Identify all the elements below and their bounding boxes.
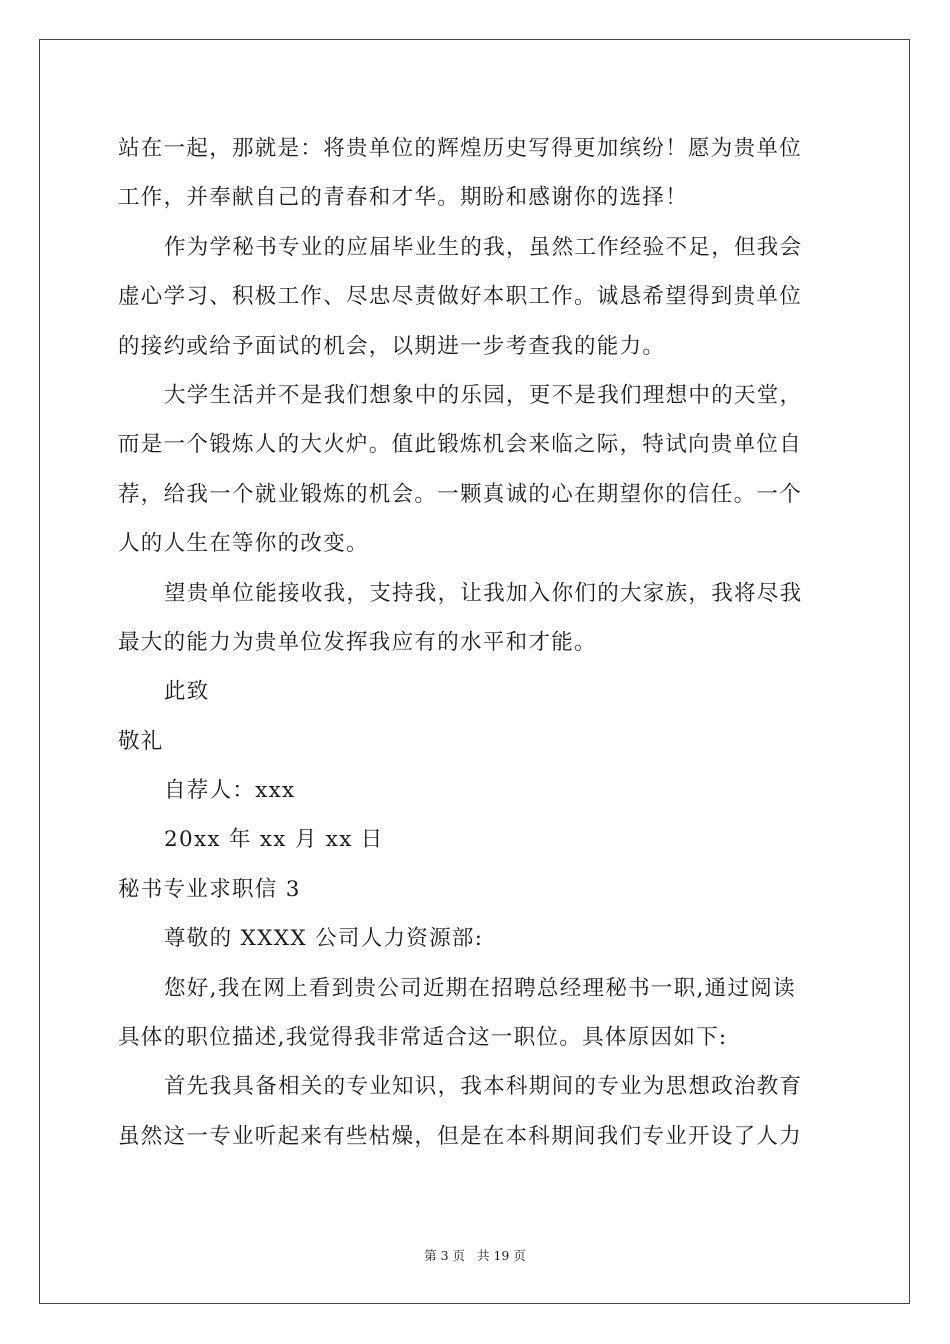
text-line: 的接约或给予面试的机会，以期进一步考查我的能力。 [118, 333, 666, 359]
paragraph-start: 作为学秘书专业的应届毕业生的我，虽然工作经验不足，但我会 [164, 234, 803, 260]
signature-line: 自荐人：xxx [164, 778, 296, 804]
paragraph-start: 首先我具备相关的专业知识，我本科期间的专业为思想政治教育 [164, 1074, 803, 1100]
page-footer [0, 1246, 950, 1264]
text-line: 具体的职位描述,我觉得我非常适合这一职位。具体原因如下: [118, 1025, 728, 1051]
text-line: 人的人生在等你的改变。 [118, 531, 369, 557]
text-line: 而是一个锻炼人的大火炉。值此锻炼机会来临之际，特试向贵单位自 [118, 432, 803, 458]
document-body [118, 124, 834, 1161]
text-line: 虽然这一专业听起来有些枯燥，但是在本科期间我们专业开设了人力 [118, 1123, 803, 1149]
page-number: 第 3 页 [424, 1248, 466, 1263]
closing-salutation: 此致 [164, 679, 210, 705]
section-heading: 秘书专业求职信 3 [118, 876, 301, 902]
greeting-line: 尊敬的 XXXX 公司人力资源部: [164, 926, 484, 952]
date-line: 20xx 年 xx 月 xx 日 [164, 827, 384, 853]
paragraph-start: 您好,我在网上看到贵公司近期在招聘总经理秘书一职,通过阅读 [164, 975, 796, 1001]
text-line: 工作，并奉献自己的青春和才华。期盼和感谢你的选择！ [118, 185, 689, 211]
paragraph-start: 大学生活并不是我们想象中的乐园，更不是我们理想中的天堂， [164, 382, 803, 408]
page-total: 共 19 页 [476, 1248, 526, 1263]
text-line: 荐，给我一个就业锻炼的机会。一颗真诚的心在期望你的信任。一个 [118, 481, 803, 507]
text-line: 虚心学习、积极工作、尽忠尽责做好本职工作。诚恳希望得到贵单位 [118, 284, 803, 310]
closing-regards: 敬礼 [118, 728, 164, 754]
paragraph-start: 望贵单位能接收我，支持我，让我加入你们的大家族，我将尽我 [164, 580, 803, 606]
text-line: 站在一起，那就是：将贵单位的辉煌历史写得更加缤纷！愿为贵单位 [118, 136, 803, 161]
text-line: 最大的能力为贵单位发挥我应有的水平和才能。 [118, 629, 597, 655]
